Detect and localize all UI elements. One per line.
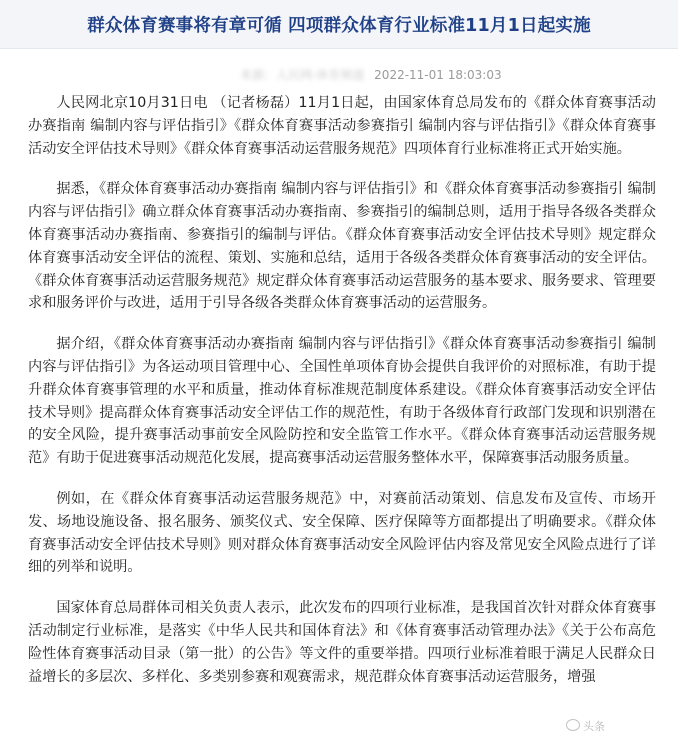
article-paragraph-2: 据悉，《群众体育赛事活动办赛指南 编制内容与评估指引》和《群众体育赛事活动参赛指引 编制内容与评估指引》确立群众体育赛事活动办赛指南、参赛指引的编制总则，适用于指导各级各类群众体育赛事活动办赛指南、参赛指引的编制与评估。《群众体育赛事活动安全评估技术导则》规定群众体育赛事活动安全评估的流程、策划、实施和总结，适用于各级各类群众体育赛事活动的安全评估。《群众体育赛事活动运营服务规范》规定群众体育赛事活动运营服务的基本要求、服务要求、管理要求和服务评价与改进，适用于引导各级各类群众体育赛事活动的运营服务。 <box>28 181 656 312</box>
article-body <box>28 92 656 706</box>
article-timestamp: 2022-11-01 18:03:03 <box>374 68 502 82</box>
watermark <box>566 718 605 734</box>
article-paragraph-5: 国家体育总局群体司相关负责人表示，此次发布的四项行业标准，是我国首次针对群众体育赛事活动制定行业标准，是落实《中华人民共和国体育法》和《体育赛事活动管理办法》《关于公布高危险性体育赛事活动目录（第一批）的公告》等文件的重要举措。四项行业标准着眼于满足人民群众日益增长的多层次、多样化、多类别参赛和观赛需求，规范群众体育赛事活动运营服务，增强 <box>28 600 656 685</box>
article-meta <box>240 66 502 83</box>
article-paragraph-1: 人民网北京10月31日电 （记者杨磊）11月1日起，由国家体育总局发布的《群众体育赛事活动办赛指南 编制内容与评估指引》《群众体育赛事活动参赛指引 编制内容与评估指引》《群众体育赛事活动安全评估技术导则》《群众体育赛事活动运营服务规范》四项体育行业标准将正式开始实施。 <box>28 95 656 157</box>
watermark-label: 头条 <box>583 720 605 733</box>
watermark-icon <box>566 719 580 731</box>
article-paragraph-3: 据介绍，《群众体育赛事活动办赛指南 编制内容与评估指引》《群众体育赛事活动参赛指引 编制内容与评估指引》为各运动项目管理中心、全国性单项体育协会提供自我评价的对照标准，有助于提升群众体育赛事管理的水平和质量，推动体育标准规范制度体系建设。《群众体育赛事活动安全评估技术导则》提高群众体育赛事活动安全评估工作的规范性，有助于各级体育行政部门发现和识别潜在的安全风险，提升赛事活动事前安全风险防控和安全监管工作水平。《群众体育赛事活动运营服务规范》有助于促进赛事活动规范化发展，提高赛事活动运营服务整体水平，保障赛事活动服务质量。 <box>28 336 656 467</box>
article-source: 来源：人民网-体育频道 <box>240 68 365 82</box>
article-paragraph-4: 例如，在《群众体育赛事活动运营服务规范》中，对赛前活动策划、信息发布及宣传、市场开发、场地设施设备、报名服务、颁奖仪式、安全保障、医疗保障等方面都提出了明确要求。《群众体育赛事活动安全评估技术导则》则对群众体育赛事活动安全风险评估内容及常见安全风险点进行了详细的列举和说明。 <box>28 490 656 576</box>
title-bar <box>0 0 678 49</box>
article-title: 群众体育赛事将有章可循 四项群众体育行业标准11月1日起实施 <box>87 16 591 36</box>
